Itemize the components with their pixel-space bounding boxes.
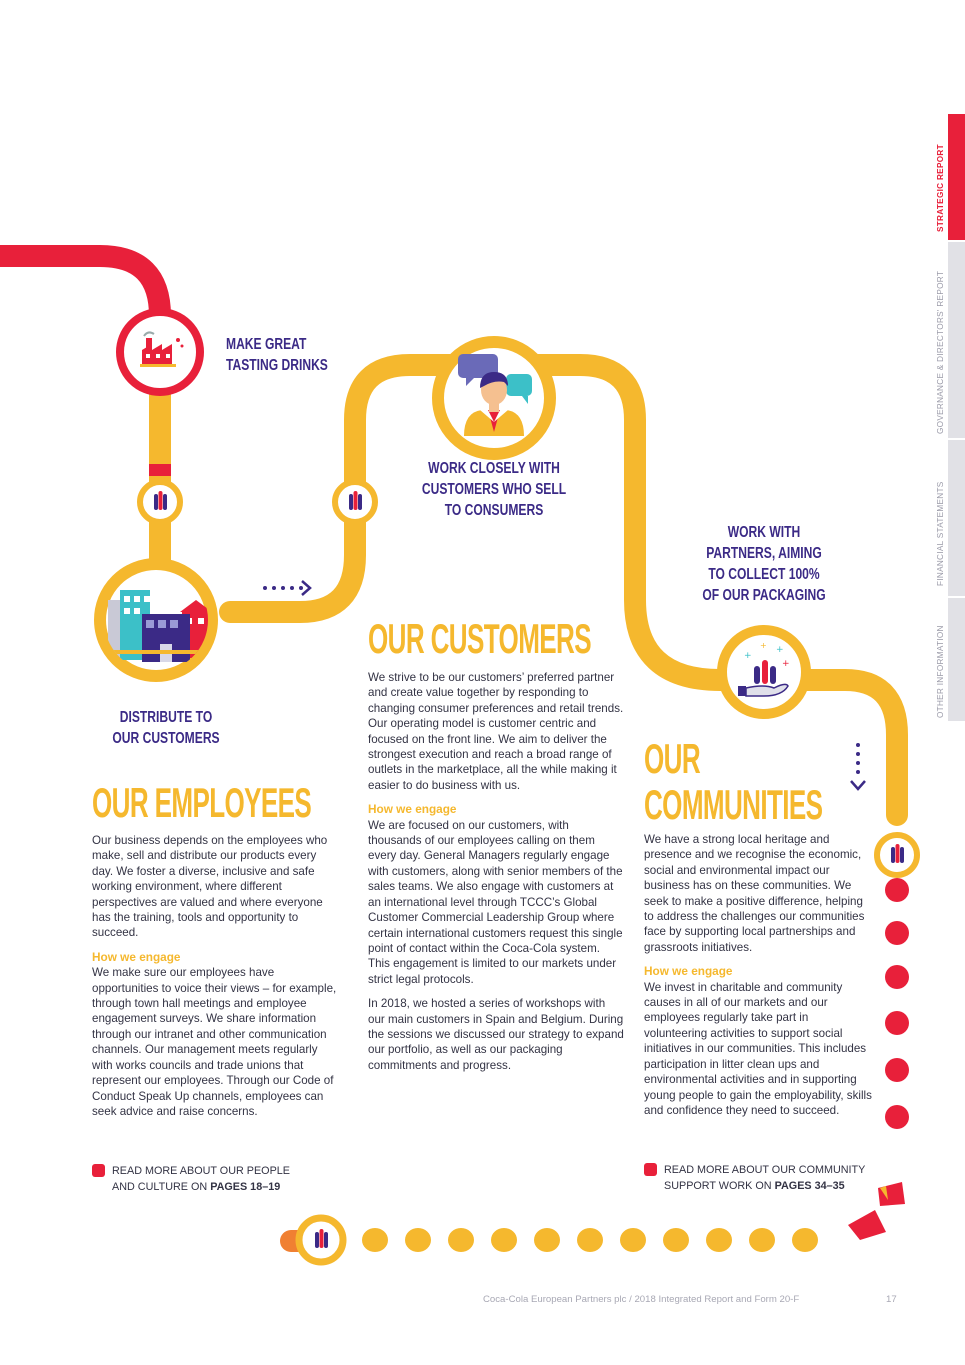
tab-financial-label: FINANCIAL STATEMENTS [936, 481, 945, 586]
bottle-icon [92, 1164, 105, 1177]
employees-readmore-line2: AND CULTURE ON [112, 1181, 208, 1193]
customers-column [368, 670, 624, 1073]
customers-engage-text: We are focused on our customers, with thousands of our employees calling on them every day. General Managers regularly engage with customers, along with senior members of the sales teams. We also engage with customers at an international level through TCCC’s Global Customer Commercial Leadership Group where certain international customers request this single point of contact within the Coca-Cola system. This engagement is limited to our markets under strict legal protocols. [368, 818, 623, 986]
communities-engage-title: How we engage [644, 964, 733, 979]
svg-text:+: + [760, 641, 767, 650]
caption-work-partners [664, 522, 864, 606]
svg-text:+: + [776, 645, 784, 655]
employees-column [92, 833, 340, 1119]
caption-work-customers [394, 458, 594, 521]
employees-readmore-pages[interactable]: PAGES 18–19 [210, 1181, 281, 1193]
employees-engage-text: We make sure our employees have opportunities to voice their views – for example, through town hall meetings and employee engagement surveys. We share information through our intranet and other communication channels. Our management meets regularly with works councils and trade unions that represent our employees. Through our Code of Conduct Speak Up channels, employees can seek advice and raise concerns. [92, 966, 337, 1118]
employees-engage-title: How we engage [92, 949, 181, 964]
caption-distribute-line1: DISTRIBUTE TO [119, 709, 213, 726]
communities-readmore-line1: READ MORE ABOUT OUR COMMUNITY [664, 1164, 866, 1176]
svg-text:+: + [782, 659, 790, 669]
tab-governance-label: GOVERNANCE & DIRECTORS' REPORT [936, 270, 945, 434]
caption-work-partners-line1: WORK WITH [727, 524, 801, 541]
employees-title: OUR EMPLOYEES [92, 779, 312, 826]
communities-readmore-line2: SUPPORT WORK ON [664, 1180, 772, 1192]
communities-intro: We have a strong local heritage and presence and we recognise the economic, social and environmental impact our business has on these communities. We seek to make a positive difference, helping to address the challenges our communities face by supporting local partnerships and grassroots initiatives. [644, 833, 865, 954]
caption-make-drinks [226, 334, 357, 376]
bottle-icon [644, 1163, 657, 1176]
caption-work-partners-line3: TO COLLECT 100% [708, 566, 820, 583]
dot-row [362, 1228, 818, 1252]
caption-work-customers-line2: CUSTOMERS WHO SELL [421, 481, 567, 498]
tab-strategic-report-label: STRATEGIC REPORT [936, 144, 945, 232]
caption-work-customers-line1: WORK CLOSELY WITH [428, 460, 560, 477]
svg-text:+: + [744, 651, 752, 661]
customers-intro: We strive to be our customers’ preferred partner and create value together by responding to changing consumer preferences and retail trends. Our operating model is customer centric and focused on the front line. We aim to deliver the strongest execution and reach a broad range of outlets in the marketplace, all the while making it easier to do business with us. [368, 671, 624, 792]
page-number: 17 [886, 1294, 897, 1305]
communities-readmore-link[interactable] [644, 1162, 884, 1194]
caption-distribute [66, 707, 266, 749]
customers-extra-text: In 2018, we hosted a series of workshops with our main customers in Spain and Belgium. During the sessions we discussed our strategy to expand our portfolio, as well as our packaging commitments and progress. [368, 997, 624, 1072]
bottle-node-1 [140, 482, 180, 522]
employees-readmore-link[interactable] [92, 1163, 342, 1195]
caption-distribute-line2: OUR CUSTOMERS [112, 730, 220, 747]
distribution-node [100, 564, 212, 676]
communities-node [722, 630, 806, 714]
employees-intro: Our business depends on the employees who make, sell and distribute our products every day. We foster a diverse, inclusive and safe working environment, where different perspectives are valued and where everyone has the training, tools and opportunity to succeed. [92, 834, 328, 940]
caption-work-partners-line2: PARTNERS, AIMING [706, 545, 822, 562]
tab-other-information-label: OTHER INFORMATION [936, 625, 945, 718]
bottle-node-3 [877, 835, 917, 875]
caption-make-drinks-line1: MAKE GREAT [226, 336, 307, 353]
communities-title-line2: COMMUNITIES [644, 781, 823, 828]
arrow-down [851, 743, 865, 789]
arrow-right [263, 581, 310, 595]
red-dot-column [885, 878, 909, 1129]
communities-title [644, 736, 822, 828]
factory-node [120, 312, 200, 392]
footer-source: Coca-Cola European Partners plc / 2018 Integrated Report and Form 20-F [483, 1294, 800, 1305]
caption-work-customers-line3: TO CONSUMERS [444, 502, 544, 519]
caption-make-drinks-line2: TASTING DRINKS [226, 357, 328, 374]
communities-engage-text: We invest in charitable and community causes in all of our markets and our employees regularly take part in volunteering activities to support social initiatives in our communities. This includes participation in litter clean ups and environmental activities and in supporting young people to gain the employability, skills and confidence they need to succeed. [644, 980, 872, 1117]
communities-column [644, 832, 874, 1118]
communities-readmore-pages[interactable]: PAGES 34–35 [774, 1180, 845, 1192]
bottle-node-2 [335, 482, 375, 522]
communities-title-line1: OUR [644, 735, 701, 782]
employees-readmore-line1: READ MORE ABOUT OUR PEOPLE [112, 1165, 290, 1177]
customers-engage-title: How we engage [368, 802, 457, 817]
customers-title: OUR CUSTOMERS [368, 615, 591, 662]
customer-node [438, 342, 550, 454]
bottle-node-4 [299, 1218, 343, 1262]
caption-work-partners-line4: OF OUR PACKAGING [702, 587, 826, 604]
